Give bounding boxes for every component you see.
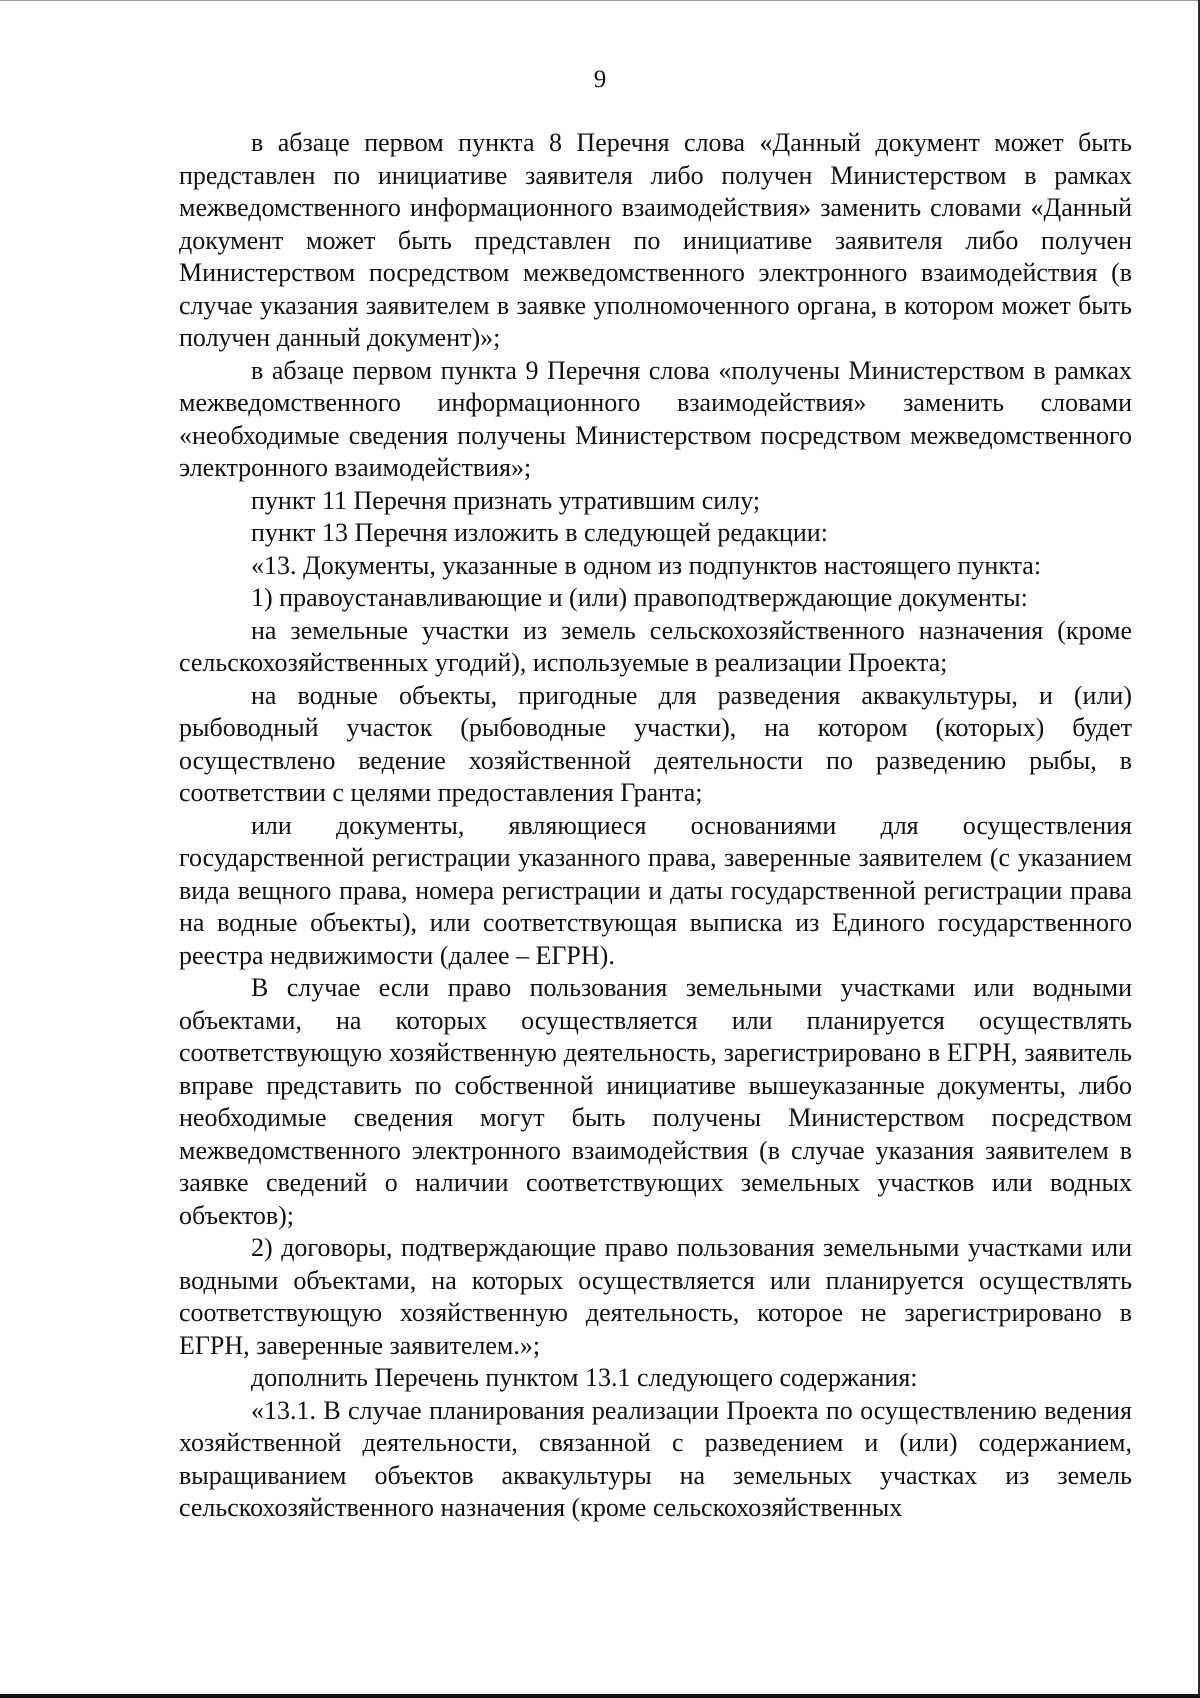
- paragraph-7: на земельные участки из земель сельскохозяйственного назначения (кроме сельскохозяйственных угодий), используемые в реализации Проекта;: [179, 615, 1132, 677]
- paragraph-11: 2) договоры, подтверждающие право пользования земельными участками или водными объектами, на которых осуществляется или планируется осуществлять соответствующую хозяйственную деятельность, которое не зарегистрировано в ЕГРН, заверенные заявителем.»;: [179, 1233, 1132, 1360]
- paragraph-3: пункт 11 Перечня признать утратившим силу;: [251, 485, 761, 515]
- document-body: [179, 127, 1132, 1525]
- scan-top-edge: [0, 0, 1200, 1]
- paragraph-2: в абзаце первом пункта 9 Перечня слова «получены Министерством в рамках межведомственного информационного взаимодействия» заменить словами «необходимые сведения получены Министерством посредством межведомственного электронного взаимодействия»;: [179, 355, 1132, 482]
- paragraph-5: «13. Документы, указанные в одном из подпунктов настоящего пункта:: [251, 550, 1042, 580]
- scan-bottom-edge: [0, 1694, 1200, 1698]
- paragraph-4: пункт 13 Перечня изложить в следующей редакции:: [251, 518, 828, 547]
- paragraph-13: «13.1. В случае планирования реализации Проекта по осуществлению ведения хозяйственной деятельности, связанной с разведением и (или) содержанием, выращиванием объектов аквакультуры на земельных участках из земель сельскохозяйственного назначения (кроме сельскохозяйственных: [179, 1395, 1132, 1522]
- paragraph-8: на водные объекты, пригодные для разведения аквакультуры, и (или) рыбоводный участок (рыбоводные участки), на котором (которых) будет осуществлено ведение хозяйственной деятельности по разведению рыбы, в соответствии с целями предоставления Гранта;: [179, 680, 1132, 807]
- paragraph-9: или документы, являющиеся основаниями для осуществления государственной регистрации указанного права, заверенные заявителем (с указанием вида вещного права, номера регистрации и даты государственной регистрации права на водные объекты), или соответствующая выписка из Единого государственного реестра недвижимости (далее – ЕГРН).: [179, 810, 1132, 970]
- paragraph-6: 1) правоустанавливающие и (или) правоподтверждающие документы:: [251, 583, 1028, 612]
- paragraph-12: дополнить Перечень пунктом 13.1 следующего содержания:: [251, 1363, 918, 1392]
- paragraph-1: в абзаце первом пункта 8 Перечня слова «Данный документ может быть представлен по инициативе заявителя либо получен Министерством в рамках межведомственного информационного взаимодействия» заменить словами «Данный документ может быть представлен по инициативе заявителя либо получен Министерством посредством межведомственного электронного взаимодействия (в случае указания заявителем в заявке уполномоченного органа, в котором может быть получен данный документ)»;: [179, 128, 1132, 352]
- paragraph-10: В случае если право пользования земельными участками или водными объектами, на которых осуществляется или планируется осуществлять соответствующую хозяйственную деятельность, зарегистрировано в ЕГРН, заявитель вправе представить по собственной инициативе вышеуказанные документы, либо необходимые сведения могут быть получены Министерством посредством межведомственного электронного взаимодействия (в случае указания заявителем в заявке сведений о наличии соответствующих земельных участков или водных объектов);: [179, 973, 1132, 1230]
- page-number: 9: [593, 66, 607, 93]
